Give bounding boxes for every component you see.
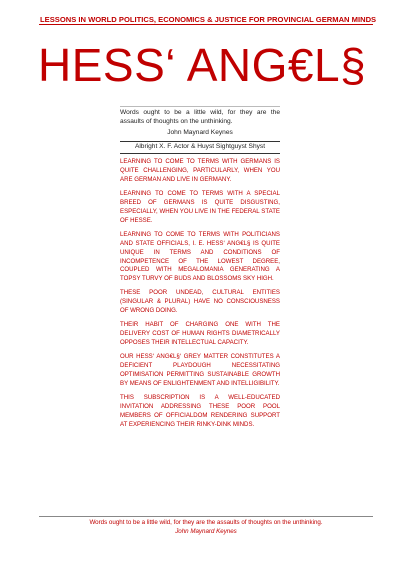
paragraph-5: THEIR HABIT OF CHARGING ONE WITH THE DELIVERY COST OF HUMAN RIGHTS DIAMETRICALLY OPPOSES THEIR INTELLECTUAL CAPACITY. <box>120 321 280 347</box>
paragraph-2: LEARNING TO COME TO TERMS WITH A SPECIAL BREED OF GERMANS IS QUITE DISGUSTING, ESPECIALLY, WHEN YOU LIVE IN THE FEDERAL STATE OF HESSE. <box>120 189 280 224</box>
footer-rule <box>39 516 373 517</box>
paragraph-3: LEARNING TO COME TO TERMS WITH POLITICIANS AND STATE OFFICIALS, I. E. HESS‘ ANG€L§ IS QUITE UNIQUE IN TERMS AND CONDITIONS OF INCOMPETENCE OF THE LOWEST DEGREE, COUPLED WITH MEGALOMANIA GENERATING A TOPSY TURVY OF BUDS AND BLOSSOMS SKY HIGH. <box>120 230 280 283</box>
body-text <box>120 158 280 435</box>
epigraph-rule <box>120 106 280 107</box>
page-title: HESS‘ ANG€L§ <box>38 39 367 91</box>
authors-rule-bottom <box>120 153 280 154</box>
paragraph-1: LEARNING TO COME TO TERMS WITH GERMANS IS QUITE CHALLENGING, PARTICULARLY, WHEN YOU ARE GERMAN AND LIVE IN GERMANY. <box>120 158 280 183</box>
paragraph-7: THIS SUBSCRIPTION IS A WELL-EDUCATED INVITATION ADDRESSING THESE POOR POOL MEMBERS OF OFFICIALDOM RENDERING SUPPORT AT EXPERIENCING THEIR RINKY-DINK MINDS. <box>120 393 280 428</box>
epigraph-author: John Maynard Keynes <box>167 129 233 136</box>
header-rule <box>39 24 373 25</box>
paragraph-6: OUR HESS‘ ANG€L§‘ GREY MATTER CONSTITUTES A DEFICIENT PLAYDOUGH NECESSITATING OPTIMISATION PERMITTING SUSTAINABLE GROWTH BY MEANS OF ENLIGHTENMENT AND INTELLIGIBILITY. <box>120 353 280 387</box>
authors-rule-top <box>120 141 280 142</box>
footer-author: John Maynard Keynes <box>175 527 237 535</box>
paragraph-4: THESE POOR UNDEAD, CULTURAL ENTITIES (SINGULAR & PLURAL) HAVE NO CONSCIOUSNESS OF WRONG DOING. <box>120 289 280 315</box>
footer <box>39 519 373 537</box>
footer-quote: Words ought to be a little wild, for they are the assaults of thoughts on the unthinking. <box>89 519 323 526</box>
series-line: LESSONS IN WORLD POLITICS, ECONOMICS & JUSTICE FOR PROVINCIAL GERMAN MINDS <box>40 15 377 24</box>
epigraph-quote: Words ought to be a little wild, for they are the assaults of thoughts on the unthinking. <box>120 109 280 126</box>
authors-line: Albright X. F. Actor & Huyst Sightguyst Shyst <box>134 143 266 150</box>
